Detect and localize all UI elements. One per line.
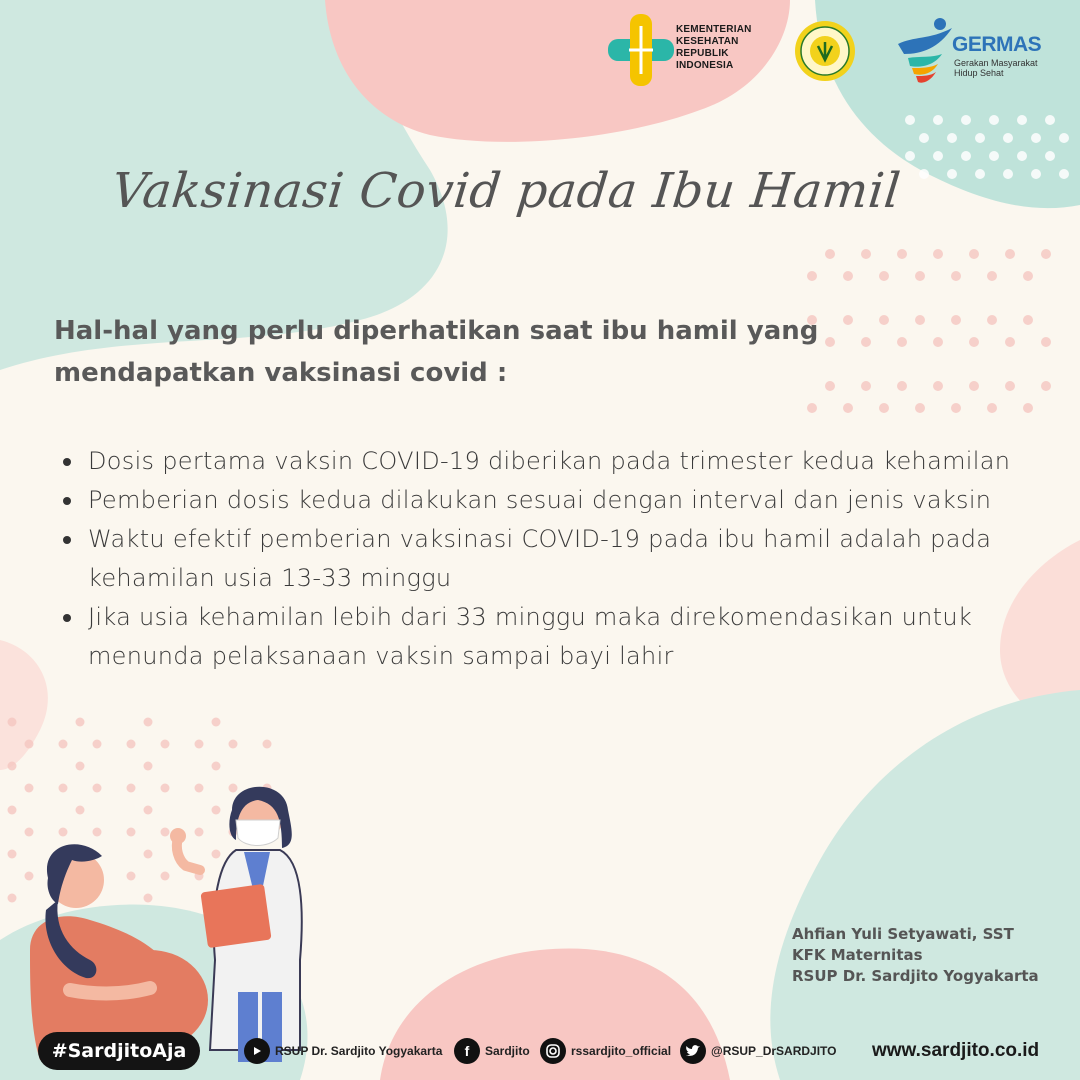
hashtag-badge: #SardjitoAja xyxy=(38,1032,200,1070)
youtube-icon xyxy=(244,1038,270,1064)
intro-text: Hal-hal yang perlu diperhatikan saat ibu hamil yang mendapatkan vaksinasi covid : xyxy=(54,316,819,388)
instagram-label: rssardjito_official xyxy=(571,1044,672,1058)
list-item: Waktu efektif pemberian vaksinasi COVID-19 pada ibu hamil adalah pada kehamilan usia 13-33 minggu xyxy=(60,520,1060,598)
twitter-icon xyxy=(680,1038,706,1064)
germas-title: GERMAS xyxy=(952,33,1042,56)
pregnant-woman-figure xyxy=(30,844,208,1060)
twitter-link[interactable] xyxy=(680,1036,837,1066)
author-hospital: RSUP Dr. Sardjito Yogyakarta xyxy=(792,967,1039,985)
bullet-list xyxy=(60,442,1060,676)
page-title: Vaksinasi Covid pada Ibu Hamil xyxy=(109,163,904,219)
list-item: Pemberian dosis kedua dilakukan sesuai dengan interval dan jenis vaksin xyxy=(60,481,1060,520)
facebook-label: Sardjito xyxy=(485,1044,530,1058)
facebook-link[interactable] xyxy=(454,1036,530,1066)
youtube-link[interactable] xyxy=(244,1036,442,1066)
germas-emblem-icon xyxy=(894,14,956,86)
author-name: Ahfian Yuli Setyawati, SST xyxy=(792,925,1014,943)
website-link[interactable]: www.sardjito.co.id xyxy=(872,1040,1040,1061)
facebook-icon: f xyxy=(454,1038,480,1064)
kemkes-logo xyxy=(608,14,768,86)
university-seal-logo xyxy=(794,20,856,82)
instagram-icon xyxy=(540,1038,566,1064)
twitter-label: @RSUP_DrSARDJITO xyxy=(711,1044,837,1058)
youtube-label: RSUP Dr. Sardjito Yogyakarta xyxy=(275,1044,443,1058)
list-item: Dosis pertama vaksin COVID-19 diberikan pada trimester kedua kehamilan xyxy=(60,442,1060,481)
instagram-link[interactable] xyxy=(540,1036,671,1066)
kemkes-emblem-icon xyxy=(608,14,674,86)
germas-subtitle: Gerakan Masyarakat Hidup Sehat xyxy=(954,58,1038,78)
author-block xyxy=(792,924,1039,987)
germas-logo xyxy=(894,14,1054,86)
kemkes-text: KEMENTERIAN KESEHATAN REPUBLIK INDONESIA xyxy=(676,24,752,71)
list-item: Jika usia kehamilan lebih dari 33 minggu maka direkomendasikan untuk menunda pelaksanaan vaksin sampai bayi lahir xyxy=(60,598,1060,676)
author-unit: KFK Maternitas xyxy=(792,946,923,964)
